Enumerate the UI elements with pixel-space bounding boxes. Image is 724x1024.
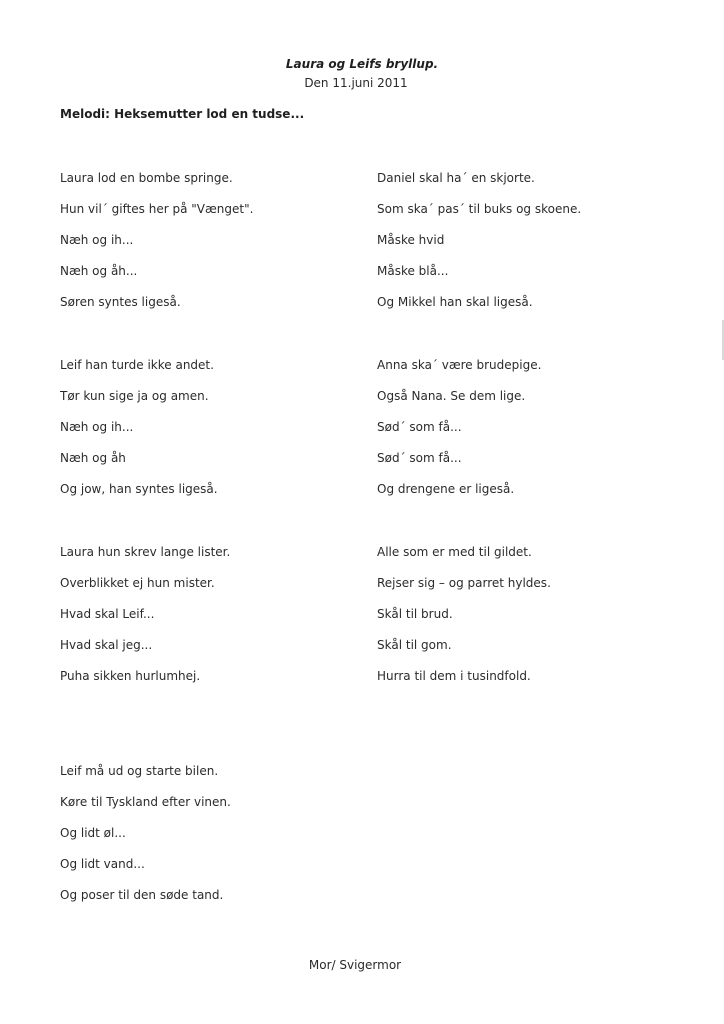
verse-line: Som ska´ pas´ til buks og skoene. (377, 202, 582, 216)
verse-line: Og drengene er ligeså. (377, 482, 515, 496)
verse-line: Overblikket ej hun mister. (60, 576, 215, 590)
verse-line: Leif han turde ikke andet. (60, 358, 214, 372)
verse-line: Og poser til den søde tand. (60, 888, 224, 902)
verse-line: Hvad skal jeg... (60, 638, 153, 652)
document-title: Laura og Leifs bryllup. (285, 57, 439, 71)
verse-line: Sød´ som få... (377, 420, 462, 434)
verse-left-4 (60, 764, 231, 919)
verse-line: Sød´ som få... (377, 451, 462, 465)
verse-line: Hvad skal Leif... (60, 607, 155, 621)
melody-line: Melodi: Heksemutter lod en tudse... (60, 107, 305, 121)
verse-line: Hurra til dem i tusindfold. (377, 669, 531, 683)
verse-line: Også Nana. Se dem lige. (377, 389, 526, 403)
verse-line: Alle som er med til gildet. (377, 545, 532, 559)
verse-line: Måske hvid (377, 233, 445, 247)
verse-line: Og lidt vand... (60, 857, 145, 871)
verse-line: Næh og ih... (60, 420, 134, 434)
signature: Mor/ Svigermor (308, 958, 402, 972)
verse-right-2 (377, 358, 541, 513)
verse-line: Daniel skal ha´ en skjorte. (377, 171, 535, 185)
verse-line: Skål til gom. (377, 638, 452, 652)
verse-line: Næh og åh (60, 451, 126, 465)
verse-right-1 (377, 171, 581, 326)
verse-line: Tør kun sige ja og amen. (60, 389, 209, 403)
verse-right-3 (377, 545, 551, 700)
verse-line: Laura hun skrev lange lister. (60, 545, 231, 559)
verse-line: Køre til Tyskland efter vinen. (60, 795, 231, 809)
verse-line: Laura lod en bombe springe. (60, 171, 233, 185)
verse-left-3 (60, 545, 230, 700)
verse-line: Hun vil´ giftes her på "Vænget". (60, 202, 254, 216)
verse-line: Puha sikken hurlumhej. (60, 669, 201, 683)
verse-line: Og lidt øl... (60, 826, 126, 840)
verse-line: Og jow, han syntes ligeså. (60, 482, 218, 496)
verse-line: Næh og åh... (60, 264, 138, 278)
verse-line: Måske blå... (377, 264, 449, 278)
verse-line: Leif må ud og starte bilen. (60, 764, 219, 778)
document-date: Den 11.juni 2011 (304, 76, 408, 90)
verse-line: Rejser sig – og parret hyldes. (377, 576, 551, 590)
verse-line: Søren syntes ligeså. (60, 295, 181, 309)
verse-line: Anna ska´ være brudepige. (377, 358, 542, 372)
verse-line: Og Mikkel han skal ligeså. (377, 295, 533, 309)
verse-left-2 (60, 358, 218, 513)
verse-line: Skål til brud. (377, 607, 453, 621)
verse-line: Næh og ih... (60, 233, 134, 247)
verse-left-1 (60, 171, 253, 326)
